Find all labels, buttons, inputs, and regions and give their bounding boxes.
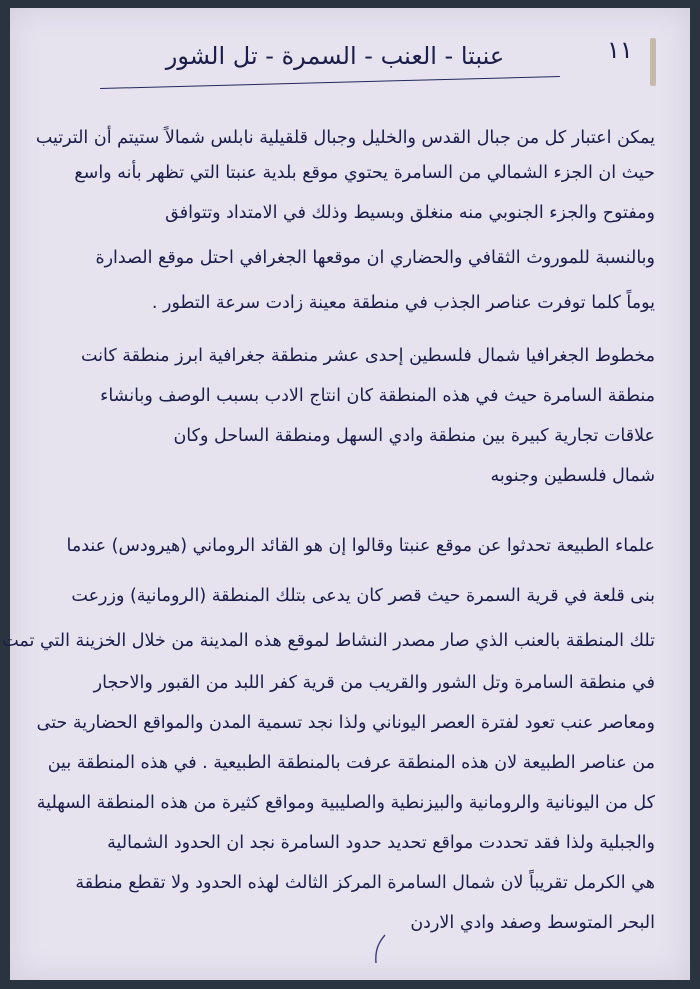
text-line-15: من عناصر الطبيعة لان هذه المنطقة عرفت بالمنطقة الطبيعية . في هذه المنطقة بين (47, 753, 655, 773)
text-line-11: بنى قلعة في قرية السمرة حيث قصر كان يدعى بتلك المنطقة (الرومانية) وزرعت (71, 586, 655, 606)
text-line-17: والجبلية ولذا فقد تحددت مواقع تحديد حدود السامرة نجد ان الحدود الشمالية (107, 833, 655, 853)
text-line-16: كل من اليونانية والرومانية والبيزنطية والصليبية ومواقع كثيرة من هذه المنطقة السهلية (36, 793, 655, 813)
text-line-12: تلك المنطقة بالعنب الذي صار مصدر النشاط لموقع هذه المدينة من خلال الخزينة التي تمت (2, 631, 655, 651)
pen-stroke-mark (372, 933, 388, 965)
text-line-4: وبالنسبة للموروث الثقافي والحضاري ان موقعها الجغرافي احتل موقع الصدارة (95, 248, 655, 268)
page-title: عنبتا - العنب - السمرة - تل الشور (165, 42, 505, 70)
text-line-3: ومفتوح والجزء الجنوبي منه منغلق وبسيط وذلك في الامتداد وتتوافق (165, 203, 655, 223)
text-line-6: مخطوط الجغرافيا شمال فلسطين إحدى عشر منطقة جغرافية ابرز منطقة كانت (81, 346, 655, 366)
text-line-8: علاقات تجارية كبيرة بين منطقة وادي السهل ومنطقة الساحل وكان (173, 426, 655, 446)
text-line-5: يوماً كلما توفرت عناصر الجذب في منطقة معينة زادت سرعة التطور . (151, 293, 655, 313)
text-line-2: حيث ان الجزء الشمالي من السامرة يحتوي موقع بلدية عنبتا التي تظهر بأنه واسع (74, 163, 655, 183)
text-line-7: منطقة السامرة حيث في هذه المنطقة كان انتاج الادب بسبب الوصف وبانشاء (100, 386, 655, 406)
text-line-18: هي الكرمل تقريباً لان شمال السامرة المركز الثالث لهذه الحدود ولا تقطع منطقة (75, 873, 655, 893)
text-line-1: يمكن اعتبار كل من جبال القدس والخليل وجبال قلقيلية نابلس شمالاً ستيتم أن الترتيب (35, 128, 655, 148)
title-underline (100, 76, 560, 89)
document-page (2, 8, 690, 980)
text-line-14: ومعاصر عنب تعود لفترة العصر اليوناني ولذا نجد تسمية المدن والمواقع الحضارية حتى (36, 713, 655, 733)
text-line-13: في منطقة السامرة وتل الشور والقريب من قرية كفر اللبد من القبور والاحجار (93, 673, 655, 693)
page-number: ١١ (607, 36, 633, 64)
text-line-9: شمال فلسطين وجنوبه (490, 466, 655, 486)
text-line-19: البحر المتوسط وصفد وادي الاردن (410, 913, 655, 933)
text-line-10: علماء الطبيعة تحدثوا عن موقع عنبتا وقالوا إن هو القائد الروماني (هيرودس) عندما (66, 536, 655, 556)
tape-mark (650, 38, 656, 86)
